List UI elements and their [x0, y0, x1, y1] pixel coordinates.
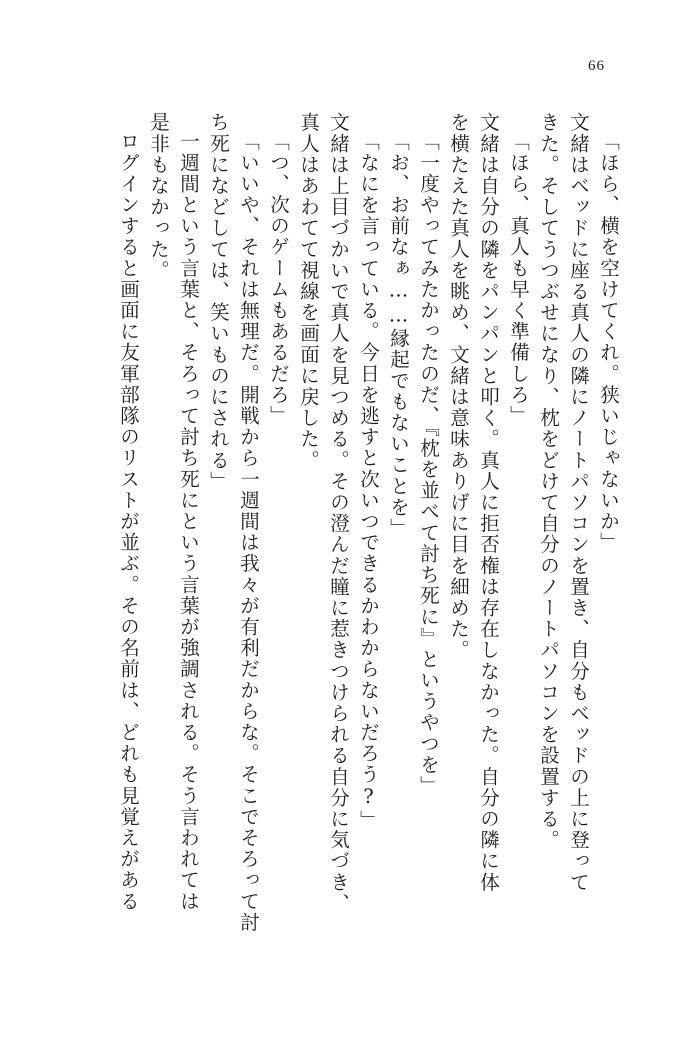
- text-line: 是非もなかった。: [147, 112, 170, 281]
- text-line: を横たえた真人を眺め、文緒は意味ありげに目を細めた。: [447, 112, 470, 661]
- text-line: ログインすると画面に友軍部隊のリストが並ぶ。その名前は、どれも見覚えがある: [117, 131, 140, 912]
- text-line: 「一度やってみたかったのだ、『枕を並べて討ち死に』というやつを」: [417, 131, 440, 797]
- text-line: 「つ、次のゲームもあるだろ」: [267, 131, 290, 427]
- text-line: 真人はあわてて視線を画面に戻した。: [297, 112, 320, 471]
- text-line: 「なにを言っている。今日を逃すと次いつできるかわからないだろう?」: [357, 131, 380, 831]
- text-line: 「ほら、真人も早く準備しろ」: [507, 131, 530, 427]
- text-line: 文緒は自分の隣をパンパンと叩く。真人に拒否権は存在しなかった。自分の隣に体: [477, 112, 500, 893]
- text-line: 一週間という言葉と、そろって討ち死にという言葉が強調される。そう言われては: [177, 131, 200, 912]
- text-line: 「いいや、それは無理だ。開戦から一週間は我々が有利だからな。そこでそろって討: [237, 131, 260, 933]
- text-line: 文緒は上目づかいで真人を見つめる。その澄んだ瞳に惹きつけられる自分に気づき、: [327, 112, 350, 914]
- text-line: 「ほら、横を空けてくれ。狭いじゃないか」: [597, 131, 620, 553]
- page-number: 66: [588, 58, 605, 74]
- text-line: きた。そしてうつぶせになり、枕をどけて自分のノートパソコンを設置する。: [537, 112, 560, 851]
- text-line: ち死になどしては、笑いものにされる」: [207, 112, 230, 492]
- text-line: 文緒はベッドに座る真人の隣にノートパソコンを置き、自分もベッドの上に登って: [567, 112, 590, 893]
- text-line: 「お、お前なぁ……縁起でもないことを」: [387, 131, 410, 539]
- vertical-body-text: [72, 112, 623, 967]
